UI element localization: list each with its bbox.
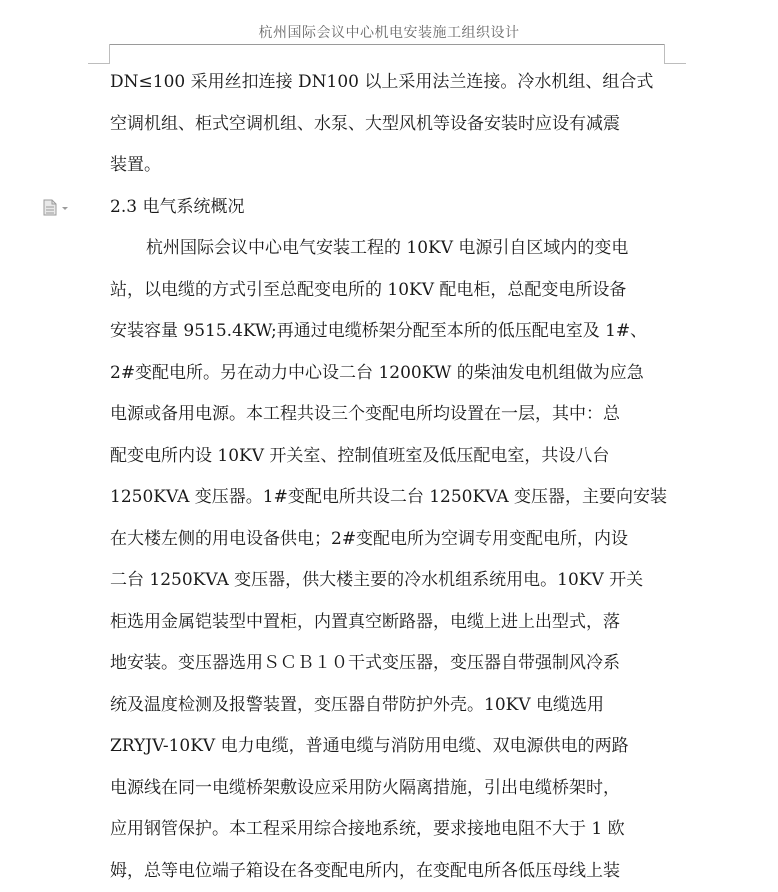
paragraph-line: 杭州国际会议中心电气安装工程的 10KV 电源引自区域内的变电 [110, 228, 666, 270]
margin-corner-mark-left [88, 44, 110, 64]
paragraph-line: 电源或备用电源。本工程共设三个变配电所均设置在一层，其中：总 [110, 394, 666, 436]
document-body [110, 62, 666, 892]
paragraph-line: 1250KVA 变压器。1#变配电所共设二台 1250KVA 变压器，主要向安装 [110, 477, 666, 519]
paragraph-line: ZRYJV-10KV 电力电缆，普通电缆与消防用电缆、双电源供电的两路 [110, 726, 666, 768]
paragraph-line: 地安装。变压器选用ＳＣＢ１０干式变压器，变压器自带强制风冷系 [110, 643, 666, 685]
paragraph-line: 配变电所内设 10KV 开关室、控制值班室及低压配电室，共设八台 [110, 436, 666, 478]
document-icon[interactable] [43, 199, 69, 217]
paragraph-line: 姆，总等电位端子箱设在各变配电所内，在变配电所各低压母线上装 [110, 851, 666, 892]
header-rule [110, 44, 664, 45]
header-title: 杭州国际会议中心机电安装施工组织设计 [0, 22, 778, 42]
paragraph-line: 空调机组、柜式空调机组、水泵、大型风机等设备安装时应设有减震 [110, 104, 666, 146]
paragraph-line: 装置。 [110, 145, 666, 187]
paragraph-line: 柜选用金属铠装型中置柜，内置真空断路器，电缆上进上出型式，落 [110, 602, 666, 644]
paragraph-line: 2#变配电所。另在动力中心设二台 1200KW 的柴油发电机组做为应急 [110, 353, 666, 395]
paragraph-line: 统及温度检测及报警装置，变压器自带防护外壳。10KV 电缆选用 [110, 685, 666, 727]
paragraph-line: 电源线在同一电缆桥架敷设应采用防火隔离措施，引出电缆桥架时， [110, 768, 666, 810]
paragraph-line: DN≤100 采用丝扣连接 DN100 以上采用法兰连接。冷水机组、组合式 [110, 62, 666, 104]
paragraph-line: 站，以电缆的方式引至总配变电所的 10KV 配电柜，总配变电所设备 [110, 270, 666, 312]
paragraph-line: 安装容量 9515.4KW;再通过电缆桥架分配至本所的低压配电室及 1#、 [110, 311, 666, 353]
paragraph-line: 在大楼左侧的用电设备供电；2#变配电所为空调专用变配电所，内设 [110, 519, 666, 561]
margin-corner-mark-right [664, 44, 686, 64]
paragraph-line: 二台 1250KVA 变压器，供大楼主要的冷水机组系统用电。10KV 开关 [110, 560, 666, 602]
section-heading: 2.3 电气系统概况 [110, 187, 666, 229]
paragraph-line: 应用钢管保护。本工程采用综合接地系统，要求接地电阻不大于 1 欧 [110, 809, 666, 851]
